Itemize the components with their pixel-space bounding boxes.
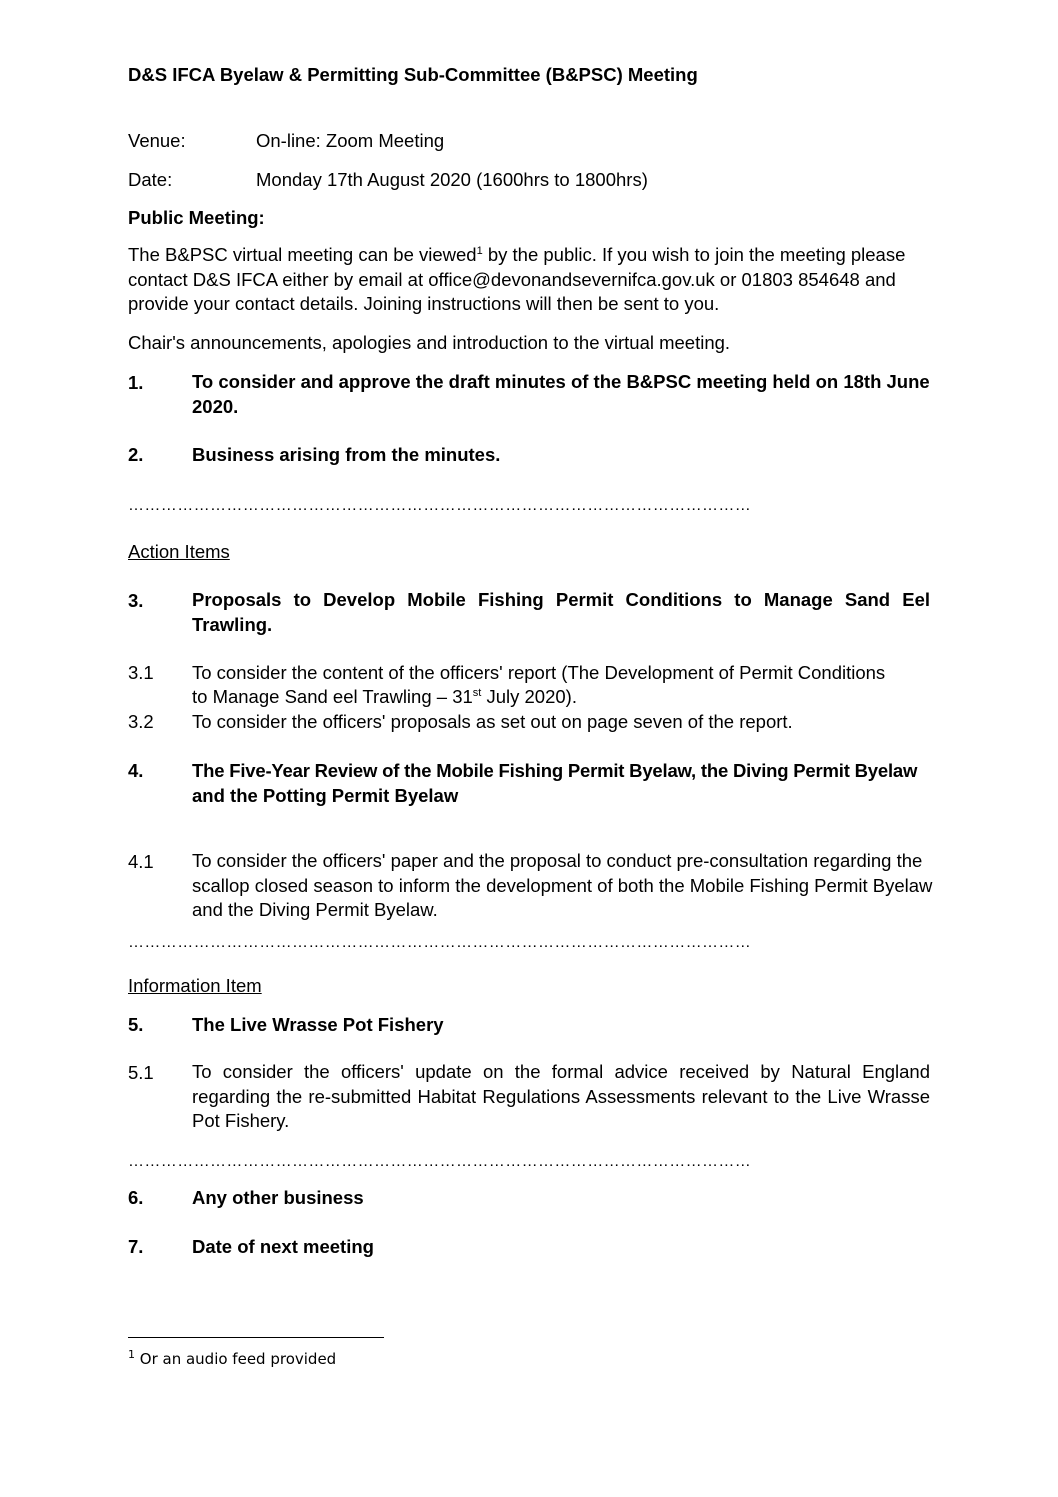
item-4-line-2: and the Potting Permit Byelaw bbox=[192, 785, 459, 806]
public-meeting-text-b: by the public. If you wish to join the meeting please contact D&S IFCA either by email at office@devonandsevernifca.gov.uk or 01803 854648 and provide your contact details. Joining instructions will then be sent to you. bbox=[128, 244, 906, 314]
item-3-text: Proposals to Develop Mobile Fishing Permit Conditions to Manage Sand Eel Trawling. bbox=[192, 589, 930, 635]
date-label: Date: bbox=[128, 169, 173, 190]
item-4-1-text: To consider the officers' paper and the proposal to conduct pre-consultation regarding the scallop closed season to inform the development of both the Mobile Fishing Permit Byelaw and the Diving Permit Byelaw. bbox=[192, 850, 933, 920]
item-5-number: 5. bbox=[128, 1014, 144, 1035]
item-2-text: Business arising from the minutes. bbox=[192, 444, 501, 465]
item-3-2-number: 3.2 bbox=[128, 711, 154, 732]
item-3-1-text-b: July 2020). bbox=[481, 686, 577, 707]
item-6-text: Any other business bbox=[192, 1187, 364, 1208]
item-6-number: 6. bbox=[128, 1187, 144, 1208]
item-5-text: The Live Wrasse Pot Fishery bbox=[192, 1014, 444, 1035]
date-value: Monday 17th August 2020 (1600hrs to 1800hrs) bbox=[256, 169, 648, 190]
item-7-text: Date of next meeting bbox=[192, 1236, 374, 1257]
separator-dots: …………………………………………………………………………………………………… bbox=[128, 934, 752, 951]
public-meeting-text-a: The B&PSC virtual meeting can be viewed bbox=[128, 244, 477, 265]
item-1-text: To consider and approve the draft minutes of the B&PSC meeting held on 18th June 2020. bbox=[192, 371, 930, 417]
item-7-number: 7. bbox=[128, 1236, 144, 1257]
page-title: D&S IFCA Byelaw & Permitting Sub-Committee (B&PSC) Meeting bbox=[128, 64, 698, 85]
separator-dots: …………………………………………………………………………………………………… bbox=[128, 1153, 752, 1170]
footnote-rule bbox=[128, 1337, 384, 1338]
item-5-1-number: 5.1 bbox=[128, 1062, 154, 1083]
public-meeting-heading: Public Meeting: bbox=[128, 207, 265, 228]
footnote-ref: 1 bbox=[476, 244, 483, 257]
action-items-heading: Action Items bbox=[128, 541, 230, 562]
item-3-2-text: To consider the officers' proposals as set out on page seven of the report. bbox=[192, 711, 793, 732]
footnote-number: 1 bbox=[128, 1348, 135, 1361]
item-3-1-number: 3.1 bbox=[128, 662, 154, 683]
item-3-number: 3. bbox=[128, 590, 144, 611]
item-3-1-line-2 bbox=[192, 686, 577, 708]
item-3-1-line-1: To consider the content of the officers' report (The Development of Permit Conditions bbox=[192, 662, 886, 683]
public-meeting-paragraph bbox=[128, 243, 930, 317]
item-4-number: 4. bbox=[128, 760, 144, 781]
separator-dots: …………………………………………………………………………………………………… bbox=[128, 497, 752, 514]
item-1-number: 1. bbox=[128, 372, 144, 393]
venue-value: On-line: Zoom Meeting bbox=[256, 130, 445, 151]
venue-label: Venue: bbox=[128, 130, 186, 151]
item-4-line-1: The Five-Year Review of the Mobile Fishing Permit Byelaw, the Diving Permit Byelaw bbox=[192, 760, 918, 781]
item-2-number: 2. bbox=[128, 444, 144, 465]
footnote-text: Or an audio feed provided bbox=[135, 1350, 337, 1368]
item-3-1-superscript: st bbox=[472, 686, 482, 699]
chair-announcements: Chair's announcements, apologies and introduction to the virtual meeting. bbox=[128, 332, 731, 353]
footnote bbox=[128, 1350, 336, 1368]
item-3-1-text-a: to Manage Sand eel Trawling – 31 bbox=[192, 686, 473, 707]
information-item-heading: Information Item bbox=[128, 975, 262, 996]
item-4-1-number: 4.1 bbox=[128, 851, 154, 872]
item-5-1-text: To consider the officers' update on the formal advice received by Natural England regarding the re-submitted Habitat Regulations Assessments relevant to the Live Wrasse Pot Fishery. bbox=[192, 1061, 930, 1131]
